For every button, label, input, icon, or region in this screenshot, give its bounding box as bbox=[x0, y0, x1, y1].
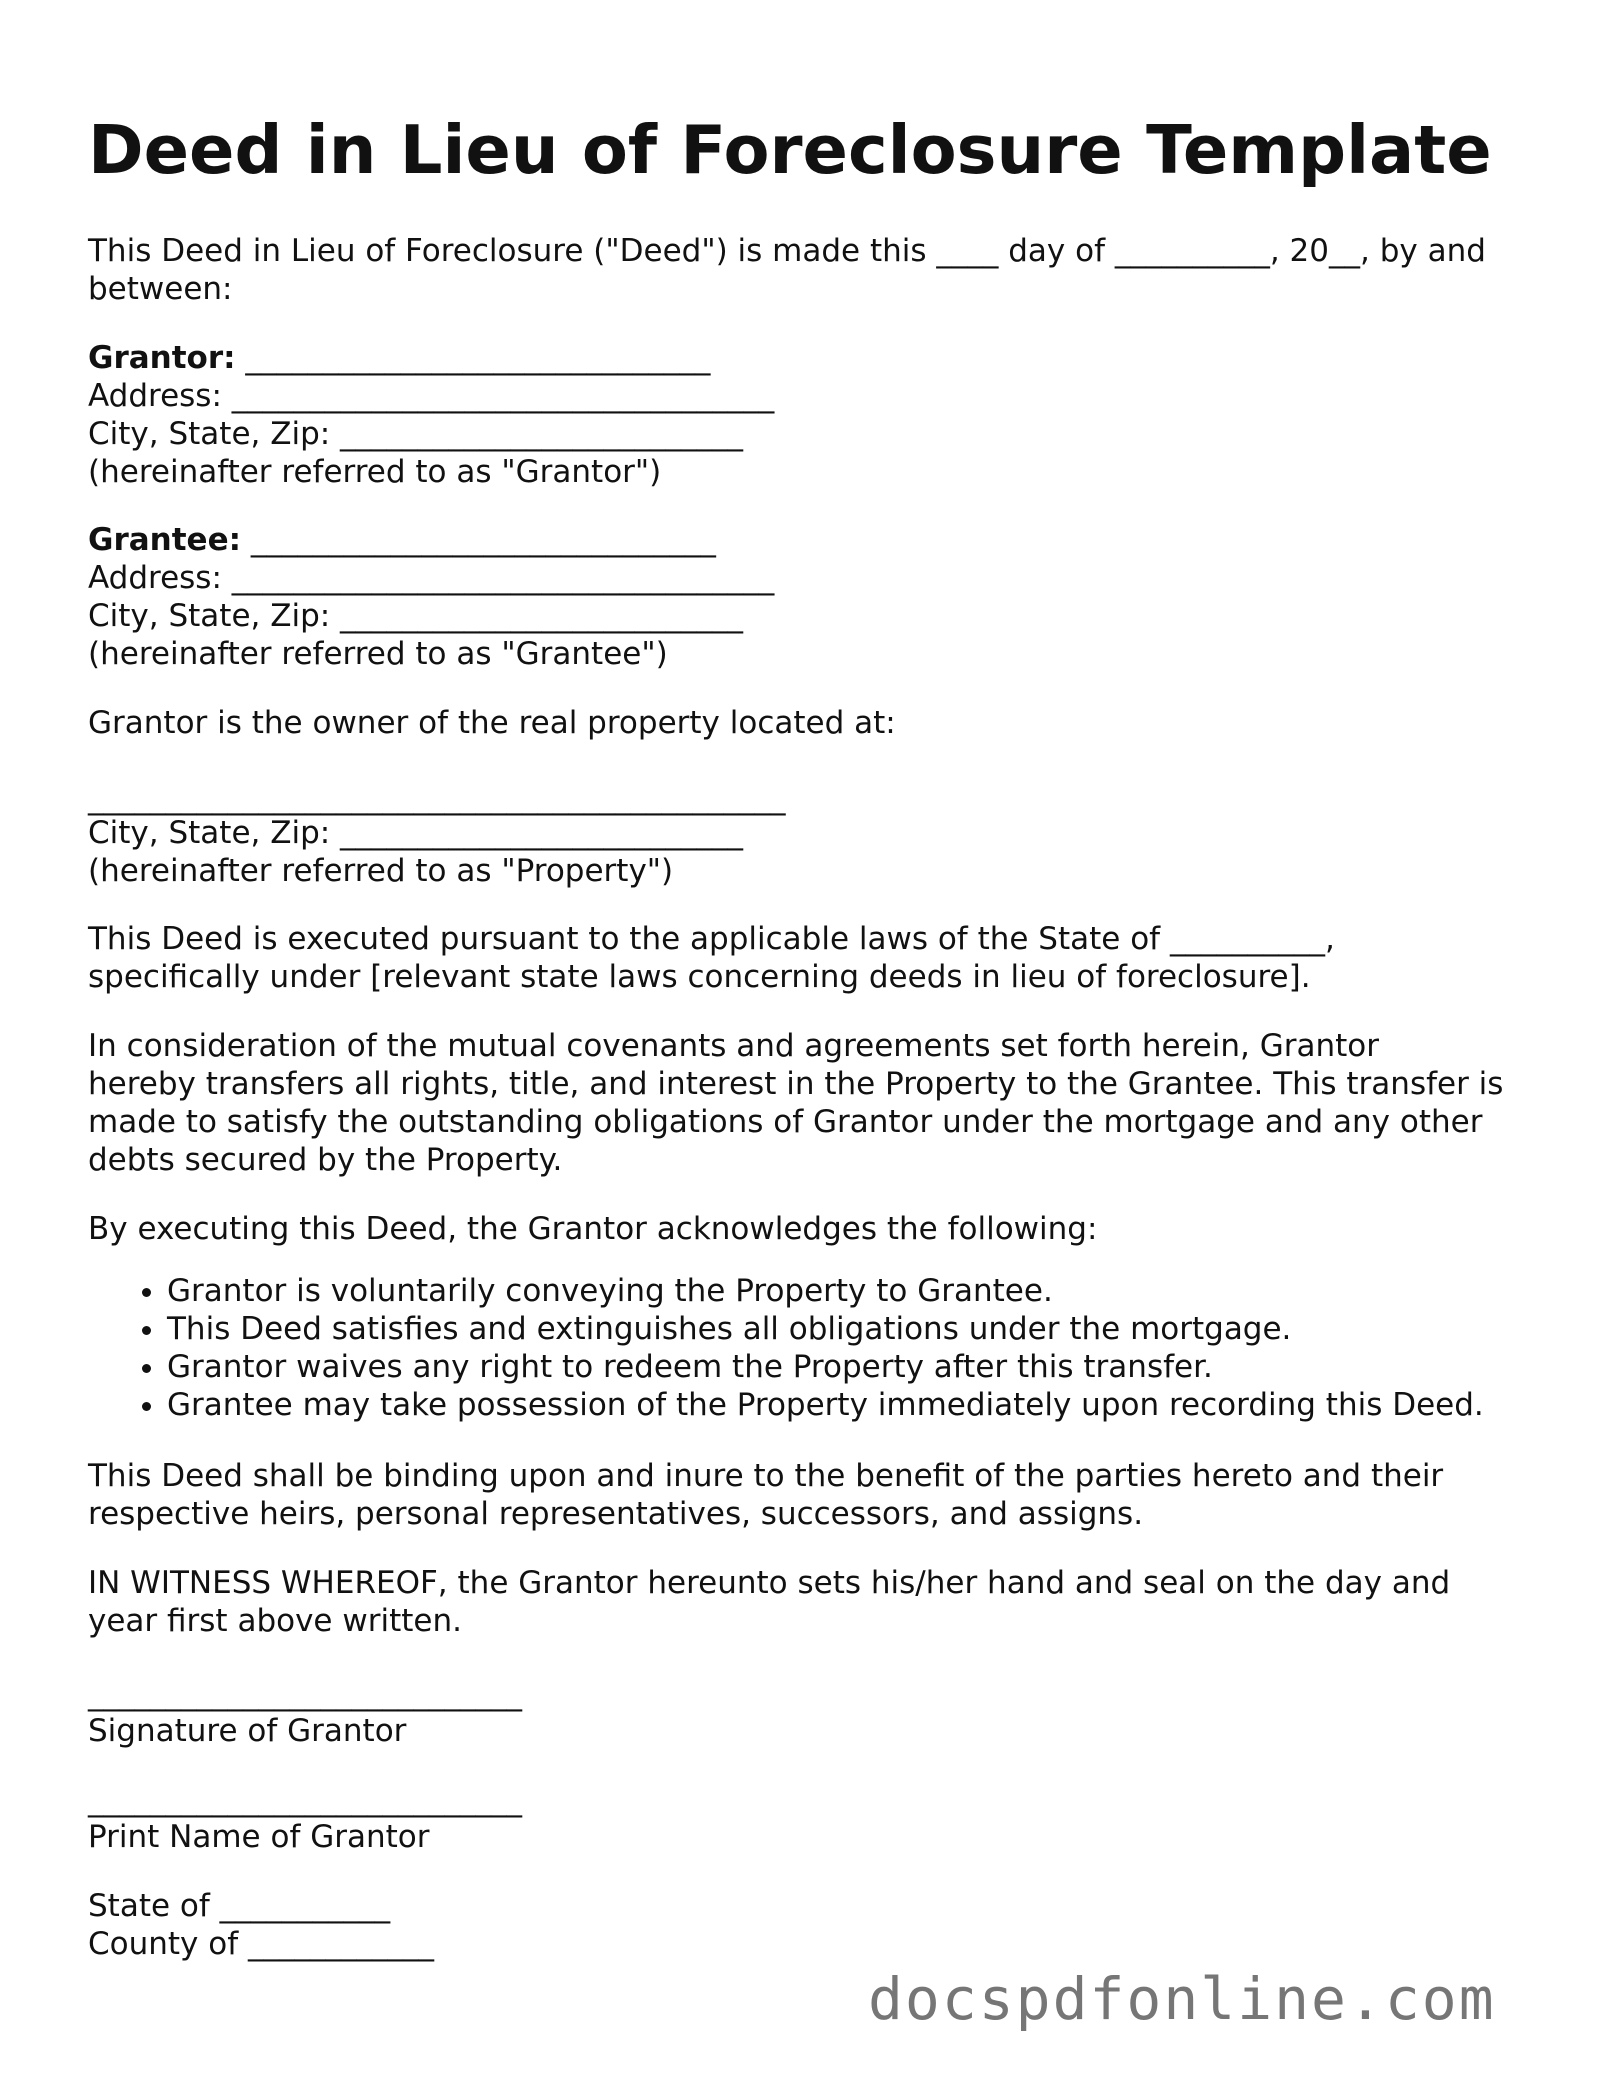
consideration-line-2: hereby transfers all rights, title, and interest in the Property to the Grantee. This transfer is bbox=[88, 1066, 1504, 1102]
list-item: • Grantee may take possession of the Property immediately upon recording this Deed. bbox=[167, 1386, 1484, 1424]
consideration-line-1: In consideration of the mutual covenants and agreements set forth herein, Grantor bbox=[88, 1028, 1379, 1064]
witness-line-1: IN WITNESS WHEREOF, the Grantor hereunto sets his/her hand and seal on the day and bbox=[88, 1565, 1451, 1601]
law-line-1: This Deed is executed pursuant to the applicable laws of the State of __________, bbox=[88, 921, 1335, 957]
site-watermark: docspdfonline.com bbox=[868, 1965, 1496, 2033]
grantee-reference: (hereinafter referred to as "Grantee") bbox=[88, 636, 668, 672]
witness-line-2: year first above written. bbox=[88, 1603, 462, 1639]
grantee-city-state-zip: City, State, Zip: __________________________ bbox=[88, 598, 744, 634]
binding-line-2: respective heirs, personal representatives, successors, and assigns. bbox=[88, 1496, 1144, 1532]
law-line-2: specifically under [relevant state laws concerning deeds in lieu of foreclosure]. bbox=[88, 959, 1311, 995]
grantee-address: Address: ___________________________________ bbox=[88, 560, 775, 596]
grantor-address: Address: ___________________________________ bbox=[88, 378, 775, 414]
property-reference: (hereinafter referred to as "Property") bbox=[88, 853, 674, 889]
property-city-state-zip: City, State, Zip: __________________________ bbox=[88, 815, 744, 851]
property-intro: Grantor is the owner of the real property located at: bbox=[88, 705, 896, 741]
grantor-signature-blank: ____________________________ bbox=[88, 1676, 522, 1712]
acknowledge-intro: By executing this Deed, the Grantor acknowledges the following: bbox=[88, 1211, 1098, 1247]
intro-line-1: This Deed in Lieu of Foreclosure ("Deed") is made this ____ day of __________, 20__, by and bbox=[88, 233, 1486, 269]
list-item: • This Deed satisfies and extinguishes all obligations under the mortgage. bbox=[167, 1310, 1484, 1348]
grantor-name-line bbox=[88, 339, 710, 377]
intro-line-2: between: bbox=[88, 271, 233, 307]
grantor-reference: (hereinafter referred to as "Grantor") bbox=[88, 454, 662, 490]
document-title: Deed in Lieu of Foreclosure Template bbox=[88, 111, 1492, 189]
grantor-name-blank: ______________________________ bbox=[235, 340, 711, 376]
grantee-label: Grantee: bbox=[88, 522, 241, 558]
consideration-line-3: made to satisfy the outstanding obligations of Grantor under the mortgage and any other bbox=[88, 1104, 1483, 1140]
notary-state: State of ___________ bbox=[88, 1888, 391, 1924]
acknowledgement-list bbox=[88, 1272, 1484, 1424]
property-address-blank: _____________________________________________ bbox=[88, 780, 786, 816]
grantor-print-name-blank: ____________________________ bbox=[88, 1782, 522, 1818]
grantor-city-state-zip: City, State, Zip: __________________________ bbox=[88, 416, 744, 452]
grantor-signature-label: Signature of Grantor bbox=[88, 1713, 407, 1749]
list-item: • Grantor is voluntarily conveying the Property to Grantee. bbox=[167, 1272, 1484, 1310]
notary-county: County of ____________ bbox=[88, 1926, 434, 1962]
binding-line-1: This Deed shall be binding upon and inure to the benefit of the parties hereto and their bbox=[88, 1458, 1444, 1494]
list-item: • Grantor waives any right to redeem the Property after this transfer. bbox=[167, 1348, 1484, 1386]
consideration-line-4: debts secured by the Property. bbox=[88, 1142, 563, 1178]
grantee-name-blank: ______________________________ bbox=[241, 522, 716, 558]
grantor-label: Grantor: bbox=[88, 340, 236, 376]
grantee-name-line bbox=[88, 521, 716, 559]
grantor-print-name-label: Print Name of Grantor bbox=[88, 1819, 430, 1855]
